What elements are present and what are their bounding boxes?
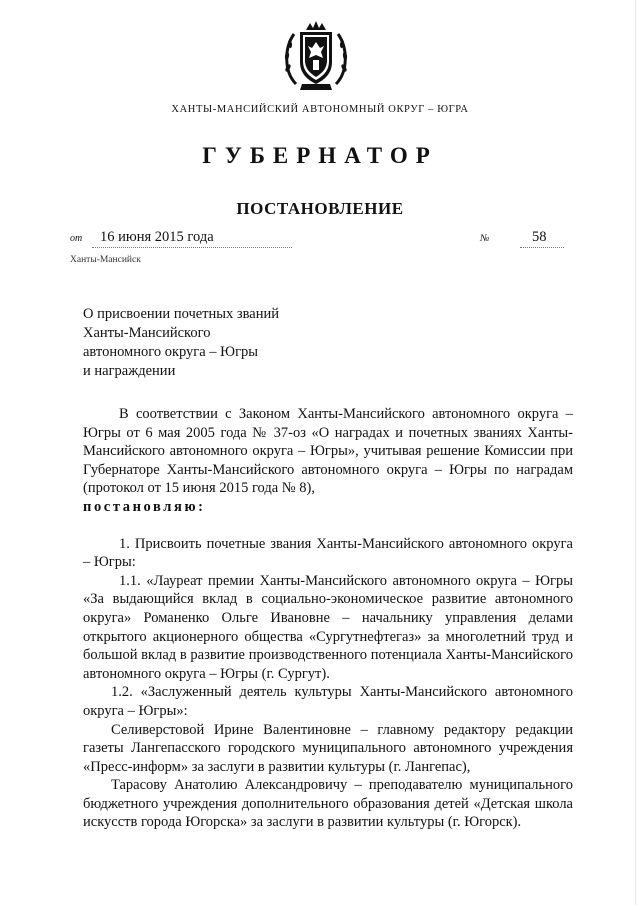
coat-of-arms-emblem xyxy=(276,18,356,98)
date-number-row xyxy=(70,229,570,251)
subject-line: О присвоении почетных званий xyxy=(83,306,279,322)
resolve-word: постановляю: xyxy=(83,498,206,515)
number-prefix: № xyxy=(480,233,490,244)
page-title: ГУБЕРНАТОР xyxy=(202,143,438,168)
subject-line: автономного округа – Югры xyxy=(83,344,259,360)
document-date: 16 июня 2015 года xyxy=(100,229,214,245)
item-1: 1. Присвоить почетные звания Ханты-Мансийского автономного округа – Югры: xyxy=(83,535,573,571)
document-body xyxy=(83,405,573,832)
item-1-2-a: Селиверстовой Ирине Валентиновне – главному редактору редакции газеты Лангепасского городского муниципального автономного учреждения «Пресс-информ» за заслуги в развитии культуры (г. Лангепас), xyxy=(83,721,573,775)
date-underline xyxy=(92,247,292,248)
preamble-text: В соответствии с Законом Ханты-Мансийского автономного округа – Югры от 6 мая 2005 года № 37-оз «О наградах и почетных званиях Ханты-Мансийского автономного округа – Югры», учитывая решение Комиссии при Губернаторе Ханты-Мансийского автономного округа – Югры по наградам (протокол от 15 июня 2015 года № 8), xyxy=(83,406,573,497)
emblem-icon xyxy=(276,18,356,98)
number-underline xyxy=(520,247,564,248)
document-subject xyxy=(83,305,279,381)
item-1-2-b: Тарасову Анатолию Александровичу – преподавателю муниципального бюджетного учреждения дополнительного образования детей «Детская школа искусств города Югорска» за заслуги в развитии культуры (г. Югорск). xyxy=(83,777,573,831)
city-name: Ханты-Мансийск xyxy=(70,255,141,265)
item-1-2: 1.2. «Заслуженный деятель культуры Ханты-Мансийского автономного округа – Югры»: xyxy=(83,684,573,719)
scan-edge xyxy=(635,0,636,905)
item-1-1: 1.1. «Лауреат премии Ханты-Мансийского автономного округа – Югры «За выдающийся вклад в социально-экономическое развитие автономного округа» Романенко Ольге Ивановне – начальнику управления делами открытого акционерного общества «Сургутнефтегаз» за многолетний труд и большой вклад в развитие производственного потенциала Ханты-Мансийского автономного округа – Югры (г. Сургут). xyxy=(83,572,573,682)
date-prefix: от xyxy=(70,233,83,244)
document-type: ПОСТАНОВЛЕНИЕ xyxy=(236,199,404,218)
subject-line: и награждении xyxy=(83,363,176,379)
region-name: ХАНТЫ-МАНСИЙСКИЙ АВТОНОМНЫЙ ОКРУГ – ЮГРА xyxy=(171,104,469,115)
preamble-paragraph xyxy=(83,405,573,517)
subject-line: Ханты-Мансийского xyxy=(83,325,211,341)
document-number: 58 xyxy=(532,229,547,245)
